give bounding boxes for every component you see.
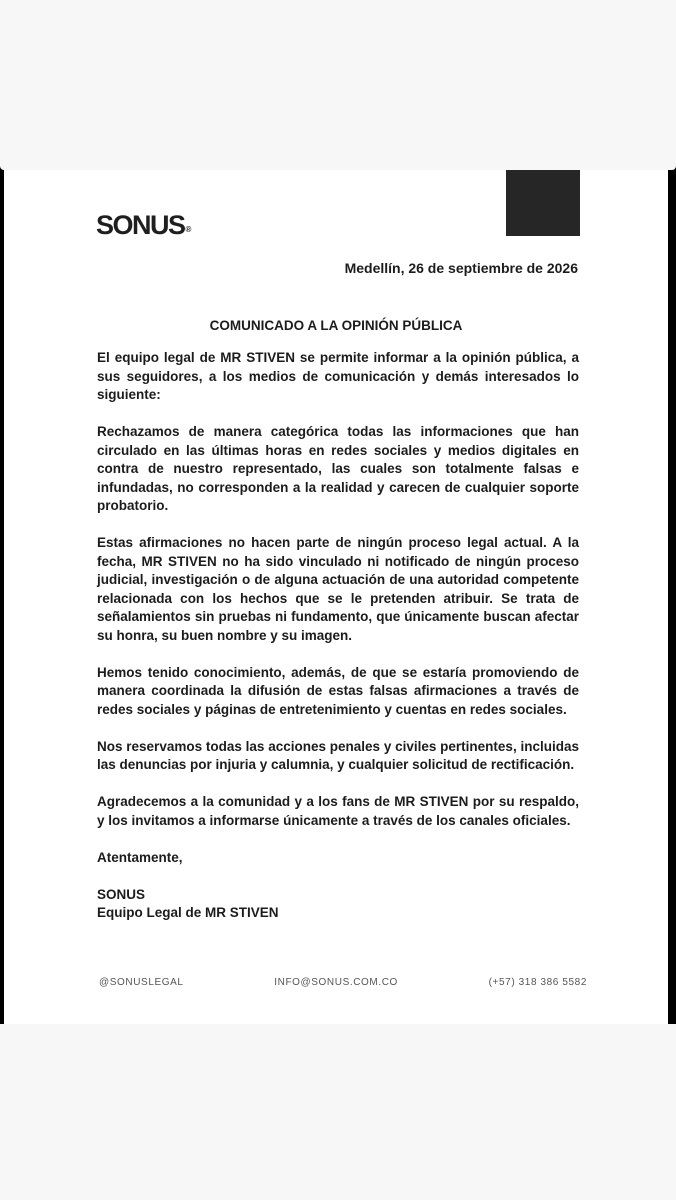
footer-social: @SONUSLEGAL xyxy=(99,977,184,988)
footer-email: INFO@SONUS.COM.CO xyxy=(274,977,398,988)
sonus-logo xyxy=(96,210,191,241)
registered-mark: ® xyxy=(185,225,192,234)
letter-footer xyxy=(99,977,587,988)
letter-page xyxy=(4,170,668,1024)
logo-text: SONUS xyxy=(96,210,185,240)
closing: Atentamente, xyxy=(97,849,183,865)
paragraph-1: El equipo legal de MR STIVEN se permite informar a la opinión pública, a sus seguidores, a los medios de comunicación y demás interesados lo siguiente: xyxy=(97,350,579,402)
letter-date: Medellín, 26 de septiembre de 2026 xyxy=(344,260,578,276)
letter-title: COMUNICADO A LA OPINIÓN PÚBLICA xyxy=(209,318,463,333)
letter-body xyxy=(97,349,579,923)
paragraph-6: Agradecemos a la comunidad y a los fans de MR STIVEN por su respaldo, y los invitamos a informarse únicamente a través de los canales oficiales. xyxy=(97,794,579,828)
paragraph-5: Nos reservamos todas las acciones penales y civiles pertinentes, incluidas las denuncias por injuria y calumnia, y cualquier solicitud de rectificación. xyxy=(97,738,579,772)
signature-org: SONUS xyxy=(97,886,146,902)
top-gray-band xyxy=(0,0,676,170)
paragraph-2: Rechazamos de manera categórica todas las informaciones que han circulado en las últimas horas en redes sociales y medios digitales en contra de nuestro representado, las cuales son totalmente falsas e infundadas, no corresponden a la realidad y carecen de cualquier soporte probatorio. xyxy=(97,424,579,513)
redaction-block xyxy=(506,170,580,236)
signature-team: Equipo Legal de MR STIVEN xyxy=(97,905,279,920)
paragraph-3: Estas afirmaciones no hacen parte de ningún proceso legal actual. A la fecha, MR STIVEN no ha sido vinculado ni notificado de ningún proceso judicial, investigación o de alguna actuación de una autoridad competente relacionada con los hechos que se le pretenden atribuir. Se trata de señalamientos sin pruebas ni fundamento, que únicamente buscan afectar su honra, su buen nombre y su imagen. xyxy=(97,535,579,643)
bottom-gray-band xyxy=(0,1024,676,1200)
paragraph-4: Hemos tenido conocimiento, además, de que se estaría promoviendo de manera coordinada la difusión de estas falsas afirmaciones a través de redes sociales y páginas de entretenimiento y cuentas en redes sociales. xyxy=(97,664,579,717)
footer-phone: (+57) 318 386 5582 xyxy=(488,977,587,988)
